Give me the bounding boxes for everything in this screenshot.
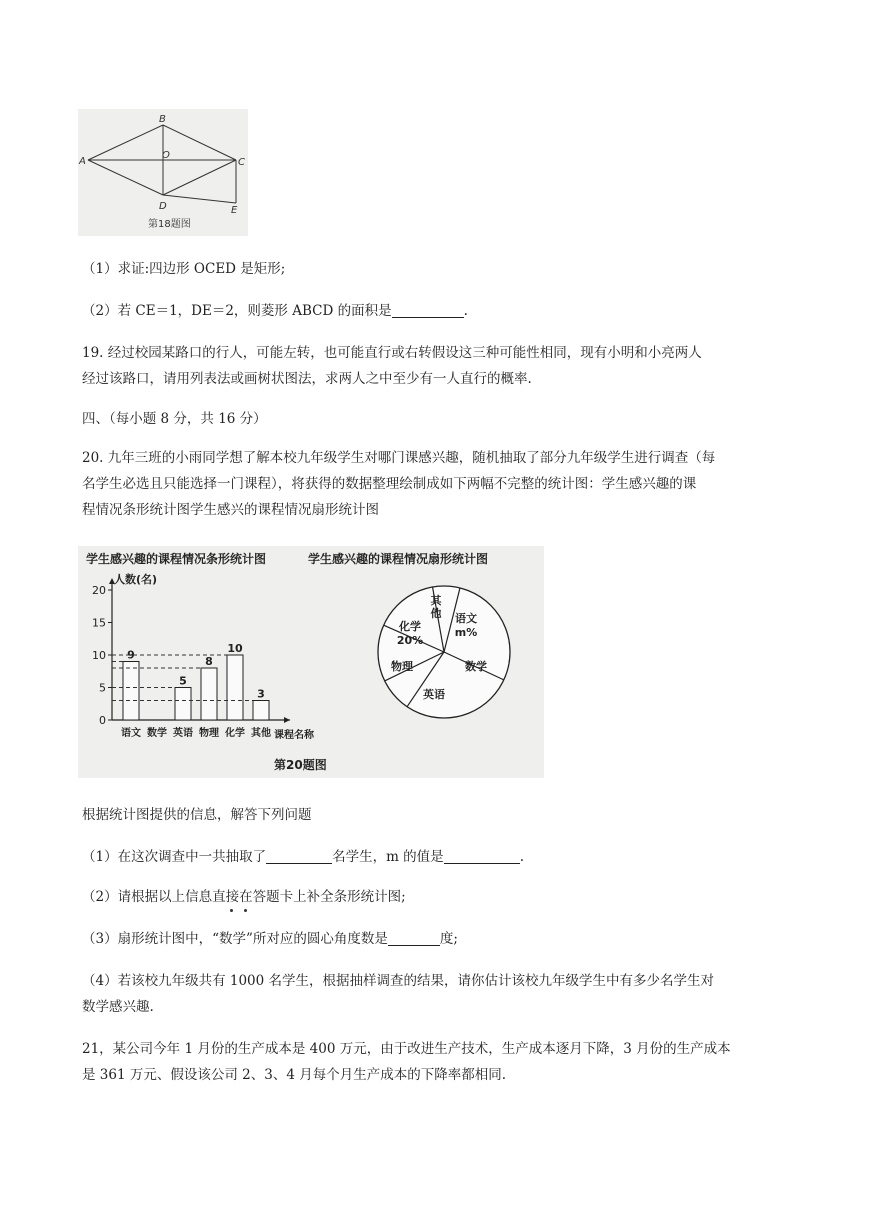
emphasis-dot bbox=[244, 909, 247, 912]
q19-line1: 19. 经过校园某路口的行人，可能左转，也可能直行或右转假设这三种可能性相同，现有小明和小亮两人 bbox=[82, 345, 702, 361]
x-tick-label: 化学 bbox=[225, 728, 245, 739]
q21-line2: 是 361 万元、假设该公司 2、3、4 月每个月生产成本的下降率都相同. bbox=[82, 1067, 506, 1083]
answer-blank bbox=[266, 847, 332, 864]
pie-slice-label: 语文 bbox=[455, 612, 477, 625]
pie-chart bbox=[378, 586, 510, 718]
q20-line1: 20. 九年三班的小雨同学想了解本校九年级学生对哪门课感兴趣，随机抽取了部分九年级学生进行调查（每 bbox=[82, 450, 716, 466]
q20-line3: 程情况条形统计图学生感兴的课程情况扇形统计图 bbox=[82, 502, 379, 518]
x-tick-label: 数学 bbox=[147, 728, 167, 739]
y-tick-label: 10 bbox=[92, 649, 106, 662]
bar-value-label: 10 bbox=[227, 642, 243, 655]
x-tick-label: 语文 bbox=[121, 728, 141, 739]
x-axis-arrow bbox=[284, 717, 290, 723]
bar-value-label: 9 bbox=[127, 648, 135, 662]
q18-part2-end: . bbox=[463, 303, 468, 319]
pie-slice-label: 其 bbox=[430, 594, 442, 607]
bar-chart bbox=[92, 578, 290, 739]
point-d-label: D bbox=[159, 201, 167, 212]
bar-chart-xlabel: 课程名称 bbox=[274, 730, 314, 741]
pie-chart-title: 学生感兴趣的课程情况扇形统计图 bbox=[308, 552, 489, 566]
rhombus-diagram bbox=[78, 109, 248, 236]
figure-18-caption: 第18题图 bbox=[148, 219, 191, 230]
q21-line1: 21，某公司今年 1 月份的生产成本是 400 万元，由于改进生产技术，生产成本逐月下降，3 月份的生产成本 bbox=[82, 1041, 731, 1057]
q20-part1-text-a: （1）在这次调查中一共抽取了 bbox=[82, 849, 267, 865]
statistics-charts bbox=[78, 546, 544, 778]
q19-line2: 经过该路口，请用列表法或画树状图法，求两人之中至少有一人直行的概率. bbox=[82, 371, 532, 387]
bar-value-label: 3 bbox=[257, 687, 265, 701]
pie-slice-label: 英语 bbox=[423, 688, 445, 701]
emphasis-dot bbox=[230, 909, 233, 912]
q20-part1-text-c: . bbox=[519, 849, 524, 865]
q20-line2: 名学生必选且只能选择一门课程），将获得的数据整理绘制成如下两幅不完整的统计图：学生感兴趣的课 bbox=[82, 476, 697, 492]
y-tick-label: 20 bbox=[92, 584, 106, 597]
q20-part4-line1: （4）若该校九年级共有 1000 名学生，根据抽样调查的结果，请你估计该校九年级学生中有多少名学生对 bbox=[82, 973, 715, 989]
x-tick-label: 物理 bbox=[199, 728, 219, 739]
pie-slice-label: 他 bbox=[430, 607, 442, 620]
answer-blank bbox=[444, 847, 520, 864]
point-c-label: C bbox=[238, 157, 245, 168]
x-tick-label: 其他 bbox=[251, 728, 271, 739]
bar-chart-title: 学生感兴趣的课程情况条形统计图 bbox=[86, 552, 267, 566]
q20-part3 bbox=[82, 925, 802, 953]
bar-value-label: 5 bbox=[179, 674, 187, 688]
q18-part1: （1）求证:四边形 OCED 是矩形; bbox=[82, 261, 286, 277]
bar-chart-ylabel: 人数(名) bbox=[114, 573, 158, 586]
pie-slice-label: 物理 bbox=[391, 660, 413, 673]
bar bbox=[123, 662, 139, 721]
q20-part4-line2: 数学感兴趣. bbox=[82, 999, 154, 1015]
answer-blank bbox=[388, 929, 440, 946]
y-tick-label: 15 bbox=[92, 616, 106, 630]
bar bbox=[253, 701, 269, 721]
q18-part2 bbox=[82, 297, 802, 325]
q20-intro: 根据统计图提供的信息，解答下列问题 bbox=[82, 807, 312, 823]
q20-part3-text-a: （3）扇形统计图中，“数学”所对应的圆心角度数是 bbox=[82, 931, 388, 947]
point-b-label: B bbox=[159, 114, 166, 125]
pie-slice-label: 数学 bbox=[465, 660, 487, 673]
q20-part1 bbox=[82, 843, 802, 871]
q20-part2: （2）请根据以上信息直接在答题卡上补全条形统计图; bbox=[82, 889, 406, 905]
answer-blank bbox=[392, 301, 464, 318]
point-o-label: O bbox=[162, 150, 170, 161]
section-4-heading: 四、（每小题 8 分，共 16 分） bbox=[82, 411, 267, 427]
figure-18 bbox=[78, 109, 248, 236]
figure-20 bbox=[78, 546, 544, 778]
bar bbox=[201, 668, 217, 720]
point-a-label: A bbox=[79, 156, 86, 167]
q20-part1-text-b: 名学生，m 的值是 bbox=[332, 849, 444, 865]
bar bbox=[227, 655, 243, 720]
pie-slice-label: 化学 bbox=[399, 620, 421, 633]
y-tick-label: 0 bbox=[99, 714, 106, 727]
point-e-label: E bbox=[231, 205, 238, 216]
q20-part3-text-b: 度; bbox=[439, 931, 458, 947]
q18-part2-text: （2）若 CE＝1，DE＝2，则菱形 ABCD 的面积是 bbox=[82, 303, 392, 319]
bar-value-label: 8 bbox=[205, 655, 213, 668]
pie-slice-percent: 20% bbox=[396, 634, 424, 647]
bar bbox=[175, 688, 191, 721]
y-tick-label: 5 bbox=[99, 681, 106, 695]
pie-slice-percent: m% bbox=[454, 626, 478, 639]
x-tick-label: 英语 bbox=[173, 728, 193, 739]
figure-20-caption: 第20题图 bbox=[274, 758, 327, 772]
